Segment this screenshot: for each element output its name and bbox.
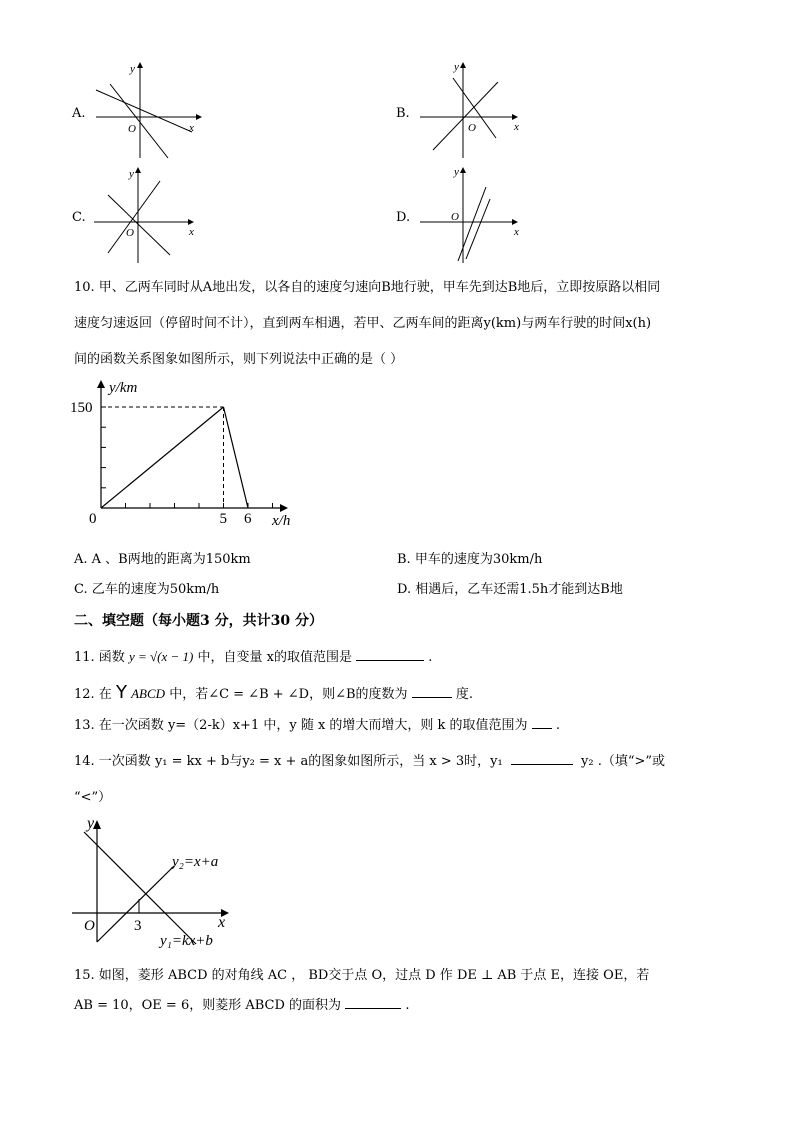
q14-ylabel: y [87, 815, 95, 832]
origin-label: O [128, 123, 136, 135]
q14-xlabel: x [218, 914, 226, 931]
q10-option-d[interactable]: D. 相遇后，乙车还需1.5h才能到达B地 [397, 582, 623, 597]
q14-line1 [74, 750, 665, 769]
x-axis-arrow [280, 504, 288, 512]
q15-line1: 15. 如图，菱形 ABCD 的对角线 AC ， BD交于点 O，过点 D 作 DE ⊥ AB 于点 E，连接 OE，若 [74, 968, 650, 983]
axis-y-label: y [129, 168, 134, 180]
q11 [74, 646, 432, 665]
q11-end: . [428, 650, 433, 665]
axis-y-label: y [130, 63, 135, 75]
q14-y2label: y₂=x+a [172, 854, 219, 870]
axis-x-label: x [189, 226, 194, 238]
q12-abcd: ABCD [131, 686, 166, 701]
axis-x-label: x [189, 122, 194, 134]
q14-line2: “<”） [74, 790, 112, 805]
q10-option-a[interactable]: A. A 、B两地的距离为150km [74, 552, 251, 567]
q14-y1label: y₁=kx+b [160, 933, 213, 949]
y-tick-label-150: 150 [70, 400, 93, 416]
x-tick-label-6: 6 [244, 511, 252, 527]
q14-tick3: 3 [134, 918, 142, 934]
x-tick-label-5: 5 [219, 511, 227, 527]
q13-answer-blank[interactable] [532, 716, 552, 729]
q15-answer-blank[interactable] [345, 996, 401, 1009]
q13-end: . [555, 718, 560, 733]
option-d-label[interactable]: D. [396, 210, 411, 225]
option-a-graph [92, 60, 207, 160]
q10-option-c[interactable]: C. 乙车的速度为50km/h [74, 582, 220, 597]
q11-formula: y = √(x − 1) [128, 649, 194, 664]
axis-x-label: x [514, 121, 519, 133]
q10-line2: 速度匀速返回（停留时间不计），直到两车相遇，若甲、乙两车间的距离y(km)与两车行驶的时间x(h) [74, 316, 652, 331]
origin-label: O [451, 211, 459, 223]
q10-option-b[interactable]: B. 甲车的速度为30km/h [397, 552, 543, 567]
q10-chart [70, 378, 310, 534]
q12-end: 度. [455, 687, 473, 702]
y-axis-arrow [97, 380, 105, 388]
q14-text: 14. 一次函数 y₁ = kx + b与y₂ = x + a的图象如图所示，当 x > 3时，y₁ [74, 754, 503, 769]
option-a-label[interactable]: A. [72, 106, 86, 121]
q11-prefix: 11. 函数 [74, 650, 129, 665]
origin-label: 0 [89, 511, 97, 527]
q14-after: y₂ .（填“>”或 [581, 754, 666, 769]
parallelogram-symbol: Y [115, 682, 127, 703]
option-c-label[interactable]: C. [72, 210, 86, 225]
axis-y-label: y [454, 166, 459, 178]
q15-line2-text: AB = 10，OE = 6，则菱形 ABCD 的面积为 [74, 998, 342, 1013]
q12 [74, 682, 473, 703]
origin-label: O [468, 122, 476, 134]
q15-line2 [74, 994, 409, 1013]
option-b-graph [418, 60, 528, 160]
q14-origin: O [84, 918, 95, 934]
option-d-graph [418, 165, 528, 265]
x-axis-label: x/h [272, 513, 291, 529]
q13-text: 13. 在一次函数 y=（2-k）x+1 中，y 随 x 的增大而增大，则 k 的取值范围为 [74, 718, 528, 733]
series-segment [224, 407, 249, 508]
q11-answer-blank[interactable] [356, 648, 424, 661]
section-title: 二、填空题（每小题3 分，共计30 分） [74, 613, 323, 629]
series-segment [101, 407, 224, 508]
q10-line1: 10. 甲、乙两车同时从A地出发，以各自的速度匀速向B地行驶，甲车先到达B地后，立即按原路以相同 [74, 280, 661, 295]
q10-line3: 间的函数关系图象如图所示，则下列说法中正确的是（ ） [74, 352, 404, 367]
y-axis-label: y/km [109, 380, 138, 396]
q11-mid: 中，自变量 x的取值范围是 [197, 650, 352, 665]
origin-label: O [126, 227, 134, 239]
q12-prefix: 12. 在 [74, 687, 116, 702]
option-c-graph [92, 165, 207, 265]
q12-mid: 中，若∠C = ∠B + ∠D，则∠B的度数为 [169, 687, 408, 702]
q15-end: . [405, 998, 410, 1013]
q13 [74, 714, 560, 733]
q14-answer-blank[interactable] [511, 752, 573, 765]
axis-y-label: y [454, 61, 459, 73]
q12-answer-blank[interactable] [412, 685, 452, 698]
option-b-label[interactable]: B. [396, 106, 410, 121]
q14-graph [70, 810, 270, 952]
axis-x-label: x [514, 226, 519, 238]
